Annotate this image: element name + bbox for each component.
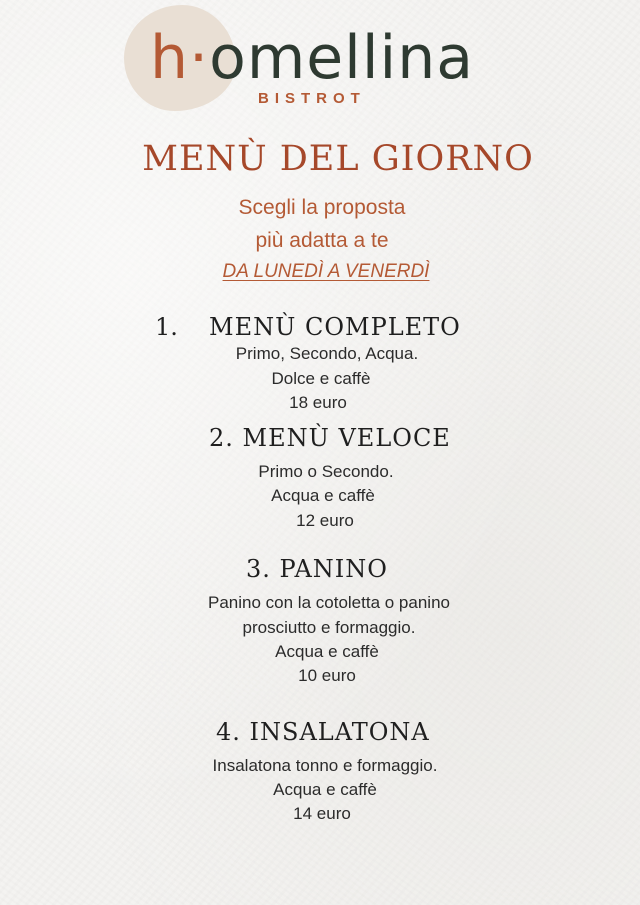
menu-1-line-2: Dolce e caffè	[271, 369, 371, 388]
menu-1-price: 18 euro	[289, 393, 347, 412]
menu-4-title: 4. INSALATONA	[216, 718, 430, 746]
menu-1-line-1: Primo, Secondo, Acqua.	[235, 344, 419, 363]
menu-3-title: 3. PANINO	[246, 555, 388, 583]
menu-3-line-3: Acqua e caffè	[275, 642, 379, 661]
menu-4-price: 14 euro	[293, 804, 351, 823]
page-title: MENÙ DEL GIORNO	[142, 139, 534, 179]
menu-2-line-2: Acqua e caffè	[271, 486, 375, 505]
subtitle-line-2: più adatta a te	[255, 229, 389, 252]
logo-dot: ·	[189, 23, 210, 93]
subtitle-line-1: Scegli la proposta	[238, 196, 406, 219]
days-label: DA LUNEDÌ A VENERDÌ	[222, 261, 430, 282]
menu-2-price: 12 euro	[296, 511, 354, 530]
logo-letter-h: h	[150, 23, 190, 93]
logo-subtitle: BISTROT	[258, 90, 366, 107]
menu-1-title: MENÙ COMPLETO	[209, 313, 461, 341]
menu-4-line-2: Acqua e caffè	[273, 780, 377, 799]
menu-1-number: 1.	[155, 313, 178, 341]
logo-letters-rest: omellina	[209, 23, 474, 93]
menu-3-line-1: Panino con la cotoletta o panino	[208, 593, 450, 612]
menu-2-line-1: Primo o Secondo.	[258, 462, 394, 481]
menu-4-line-1: Insalatona tonno e formaggio.	[212, 756, 438, 775]
logo-wordmark	[150, 18, 520, 98]
menu-3-line-2: prosciutto e formaggio.	[242, 618, 416, 637]
menu-3-price: 10 euro	[298, 666, 356, 685]
menu-2-title: 2. MENÙ VELOCE	[209, 424, 451, 452]
